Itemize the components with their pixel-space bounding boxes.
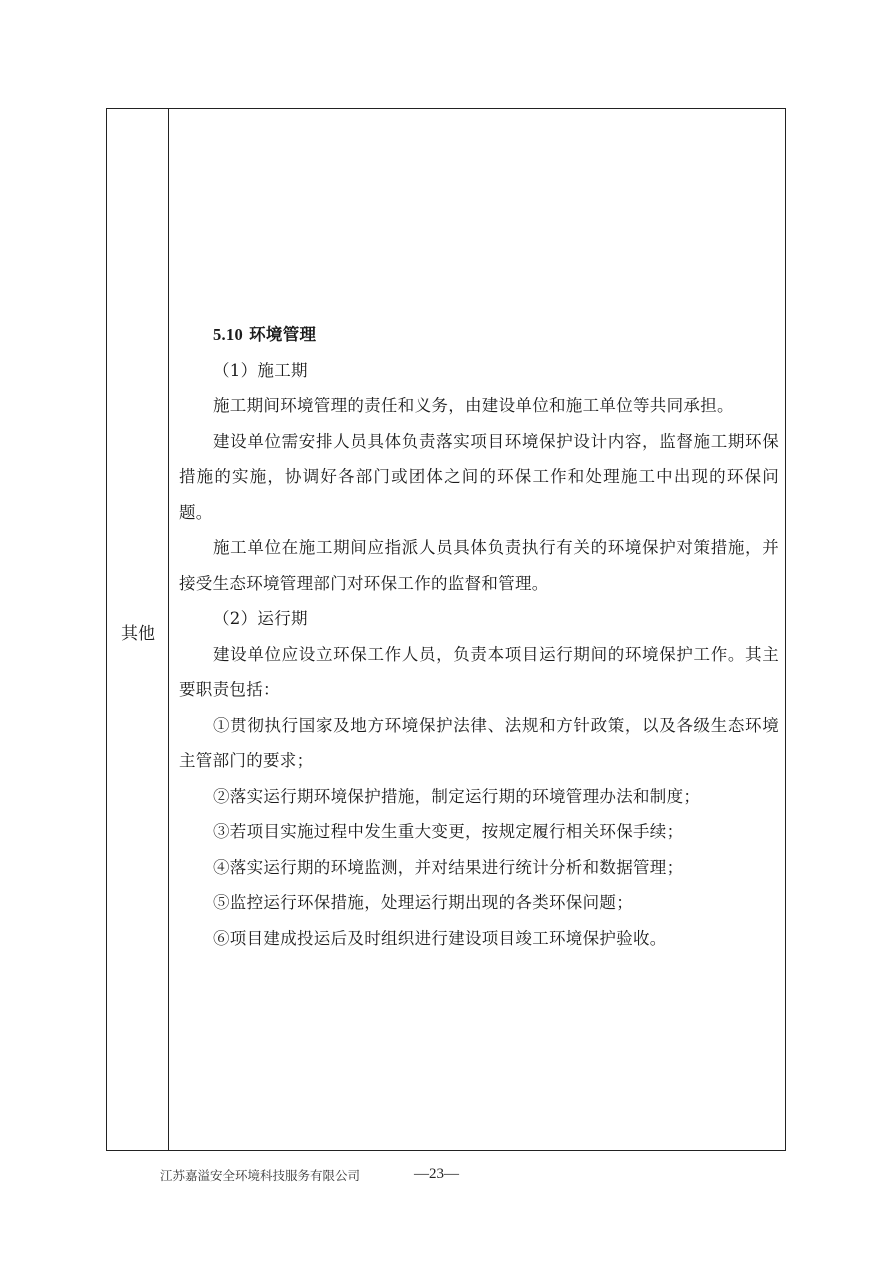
- paragraph: 建设单位需安排人员具体负责落实项目环境保护设计内容，监督施工期环保措施的实施，协调好各部门或团体之间的环保工作和处理施工中出现的环保问题。: [179, 431, 779, 522]
- document-table: [106, 108, 786, 1151]
- paragraph: 施工期间环境管理的责任和义务，由建设单位和施工单位等共同承担。: [213, 396, 734, 415]
- section-number: 5.10: [213, 325, 244, 344]
- footer-company: 江苏嘉溢安全环境科技服务有限公司: [160, 1168, 361, 1183]
- list-item: ⑤监控运行环保措施，处理运行期出现的各类环保问题；: [213, 893, 633, 912]
- side-label: 其他: [121, 624, 155, 644]
- list-item: ⑥项目建成投运后及时组织进行建设项目竣工环境保护验收。: [213, 928, 667, 948]
- paragraph-list: [179, 353, 779, 957]
- paragraph: 建设单位应设立环保工作人员，负责本项目运行期间的环境保护工作。其主要职责包括：: [179, 644, 779, 699]
- content-cell: [179, 317, 779, 956]
- subheading: （1）施工期: [213, 360, 308, 380]
- list-item: ④落实运行期的环境监测，并对结果进行统计分析和数据管理；: [213, 857, 684, 877]
- subheading: （2）运行期: [213, 609, 308, 628]
- paragraph: 施工单位在施工期间应指派人员具体负责执行有关的环境保护对策措施，并接受生态环境管理部门对环保工作的监督和管理。: [179, 538, 779, 593]
- label-column: [107, 109, 169, 1150]
- section-title: 环境管理: [249, 325, 317, 344]
- page-number: —23—: [414, 1166, 459, 1182]
- list-item: ③若项目实施过程中发生重大变更，按规定履行相关环保手续；: [213, 822, 684, 841]
- list-item: ①贯彻执行国家及地方环境保护法律、法规和方针政策，以及各级生态环境主管部门的要求；: [179, 715, 779, 770]
- section-heading: [179, 317, 779, 353]
- list-item: ②落实运行期环境保护措施，制定运行期的环境管理办法和制度；: [213, 786, 701, 806]
